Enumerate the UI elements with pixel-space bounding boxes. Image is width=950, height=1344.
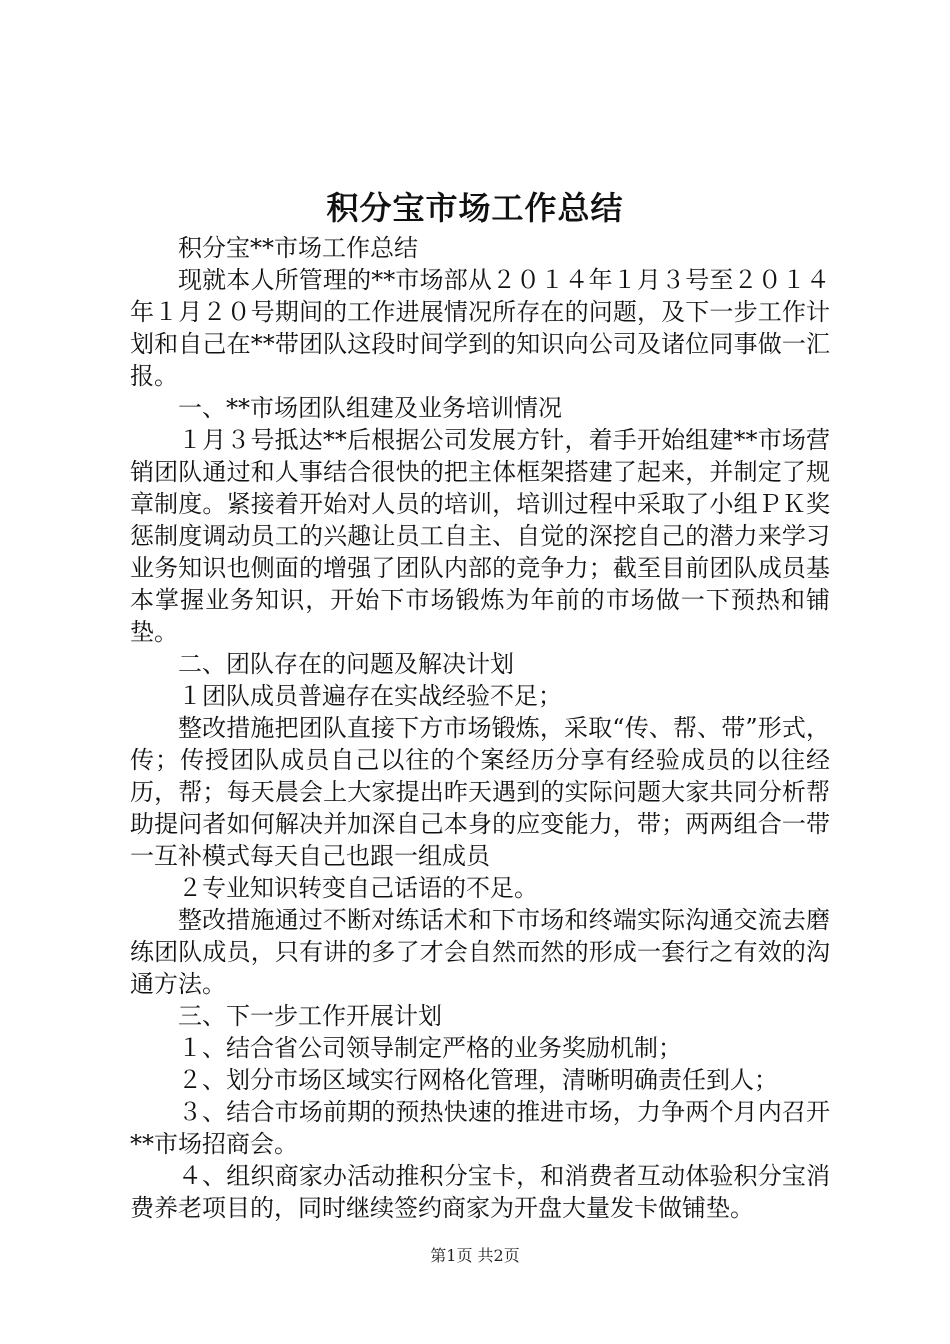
paragraph-team-building: １月３号抵达**后根据公司发展方针，着手开始组建**市场营销团队通过和人事结合很快的把主体框架搭建了起来，并制定了规章制度。紧接着开始对人员的培训，培训过程中采取了小组ＰＫ奖惩制度调动员工的兴趣让员工自主、自觉的深挖自己的潜力来学习业务知识也侧面的增强了团队内部的竞争力；截至目前团队成员基本掌握业务知识，开始下市场锻炼为年前的市场做一下预热和铺垫。 xyxy=(130,426,830,646)
section-heading-2: 二、团队存在的问题及解决计划 xyxy=(178,650,514,678)
paragraph-plan-3: ３、结合市场前期的预热快速的推进市场，力争两个月内召开**市场招商会。 xyxy=(130,1098,830,1158)
section-heading-1: 一、**市场团队组建及业务培训情况 xyxy=(178,394,562,422)
section-heading-3: 三、下一步工作开展计划 xyxy=(178,1002,442,1030)
page-footer: 第1页 共2页 xyxy=(430,1246,520,1265)
paragraph-intro: 现就本人所管理的**市场部从２０１４年１月３号至２０１４年１月２０号期间的工作进展情况所存在的问题，及下一步工作计划和自己在**带团队这段时间学到的知识向公司及诸位同事做一汇报。 xyxy=(130,266,830,390)
paragraph-problem-1: １团队成员普遍存在实战经验不足； xyxy=(178,682,562,710)
paragraph-problem-2: ２专业知识转变自己话语的不足。 xyxy=(178,874,538,902)
paragraph-subtitle: 积分宝**市场工作总结 xyxy=(178,234,418,262)
paragraph-solution-1: 整改措施把团队直接下方市场锻炼，采取“传、帮、带”形式，传；传授团队成员自己以往的个案经历分享有经验成员的以往经历，帮；每天晨会上大家提出昨天遇到的实际问题大家共同分析帮助提问者如何解决并加深自己本身的应变能力，带；两两组合一带一互补模式每天自己也跟一组成员 xyxy=(130,714,830,870)
paragraph-plan-4: ４、组织商家办活动推积分宝卡，和消费者互动体验积分宝消费养老项目的，同时继续签约商家为开盘大量发卡做铺垫。 xyxy=(130,1162,830,1222)
document-body xyxy=(130,232,830,1224)
document-title: 积分宝市场工作总结 xyxy=(326,189,624,227)
paragraph-solution-2: 整改措施通过不断对练话术和下市场和终端实际沟通交流去磨练团队成员，只有讲的多了才会自然而然的形成一套行之有效的沟通方法。 xyxy=(130,906,830,998)
paragraph-plan-2: ２、划分市场区域实行网格化管理，清晰明确责任到人； xyxy=(178,1066,778,1094)
paragraph-plan-1: １、结合省公司领导制定严格的业务奖励机制； xyxy=(178,1034,682,1062)
